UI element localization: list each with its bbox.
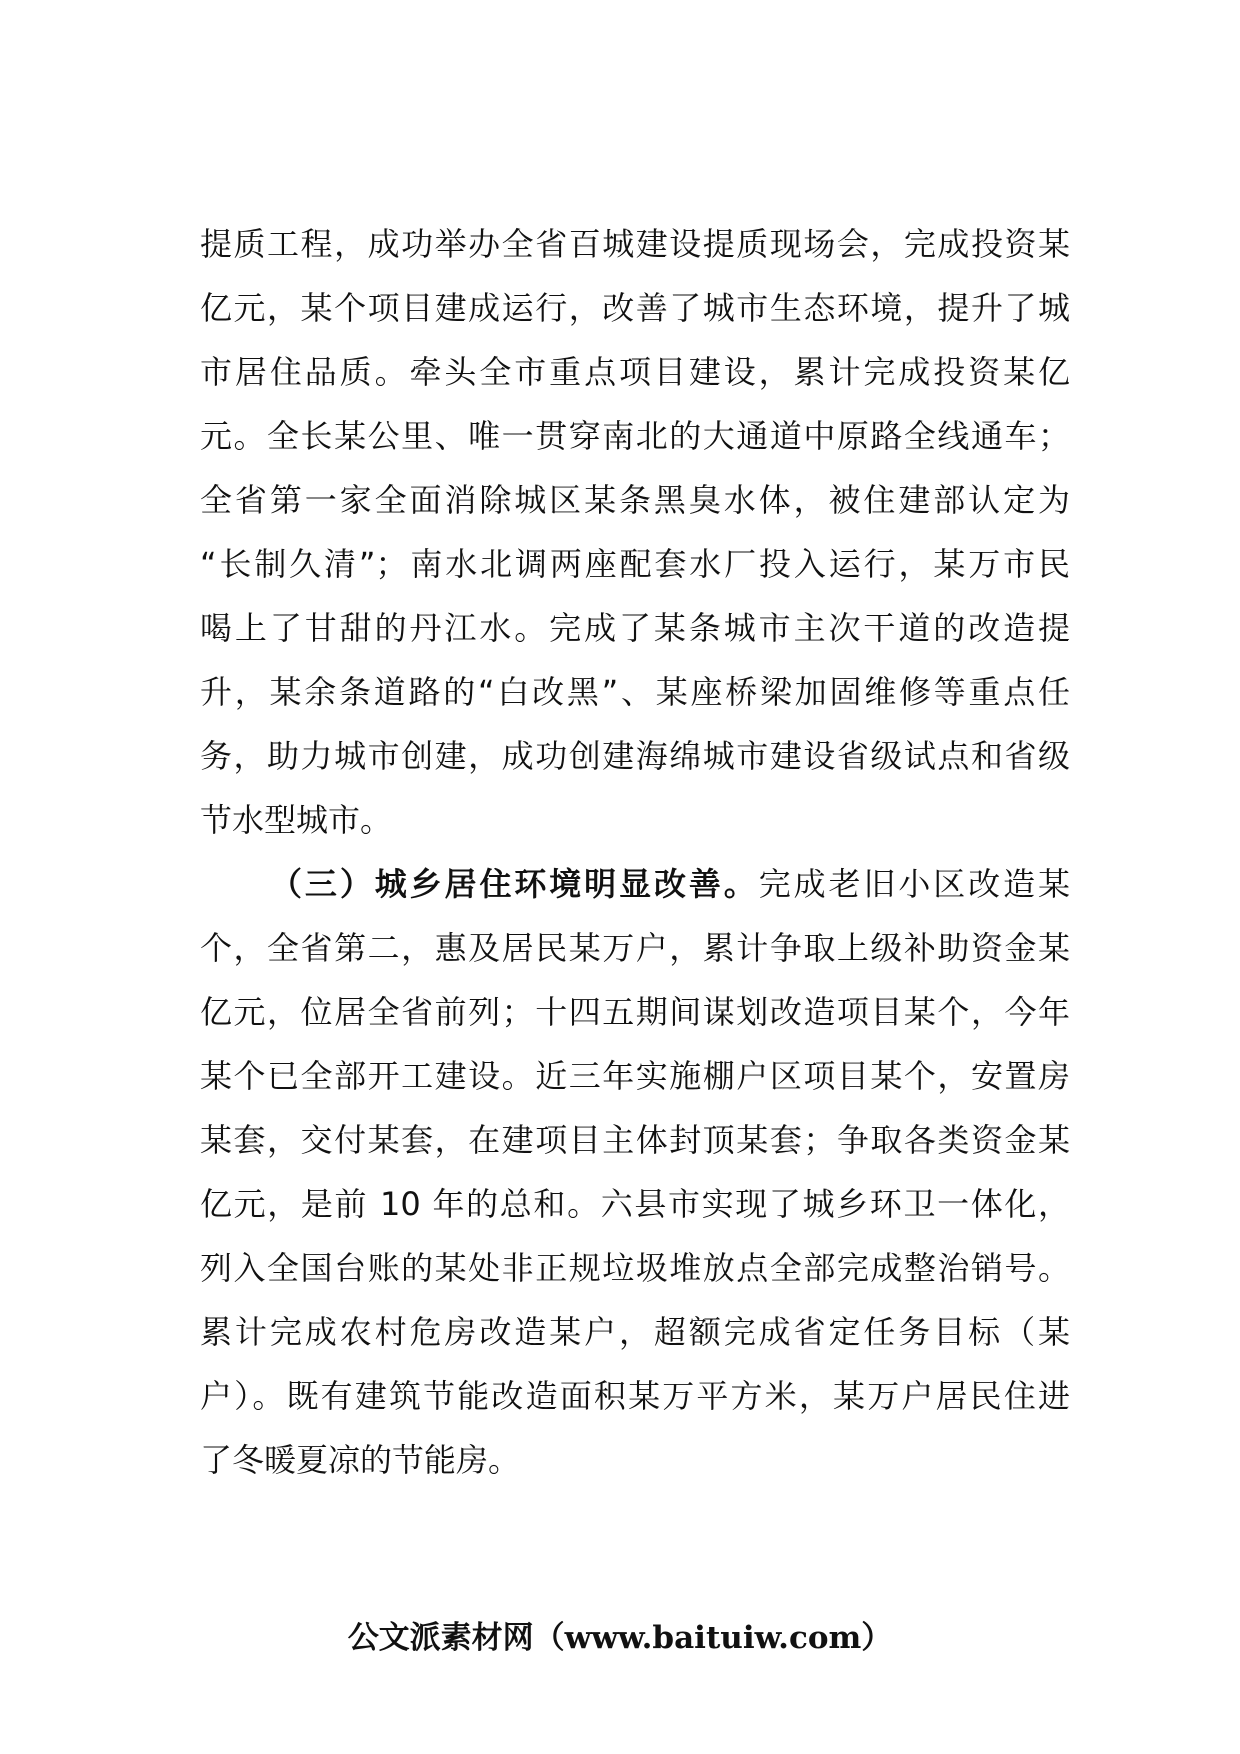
text-line: 户）。既有建筑节能改造面积某万平方米，某万户居民住进 xyxy=(200,1377,1070,1415)
footer-watermark: 公文派素材网（www.baituiw.com） xyxy=(347,1620,893,1656)
text-line: 市居住品质。牵头全市重点项目建设，累计完成投资某亿 xyxy=(200,353,1070,391)
text-line: 全省第一家全面消除城区某条黑臭水体，被住建部认定为 xyxy=(200,481,1070,519)
text-line: 务，助力城市创建，成功创建海绵城市建设省级试点和省级 xyxy=(200,737,1070,775)
section-3-first-line-text: 完成老旧小区改造某 xyxy=(758,865,1070,903)
section-3-heading: （三）城乡居住环境明显改善。 xyxy=(270,865,759,903)
text-line: 喝上了甘甜的丹江水。完成了某条城市主次干道的改造提 xyxy=(200,609,1070,647)
paragraph-section-3 xyxy=(200,852,1070,1492)
text-line: 了冬暖夏凉的节能房。 xyxy=(200,1441,521,1479)
text-line: 元。全长某公里、唯一贯穿南北的大通道中原路全线通车； xyxy=(200,417,1070,455)
text-line: 列入全国台账的某处非正规垃圾堆放点全部完成整治销号。 xyxy=(200,1249,1070,1287)
document-body xyxy=(200,212,1070,1492)
text-line: 个，全省第二，惠及居民某万户，累计争取上级补助资金某 xyxy=(200,929,1070,967)
section-heading-line xyxy=(200,852,1070,916)
text-line: 亿元，某个项目建成运行，改善了城市生态环境，提升了城 xyxy=(200,289,1070,327)
paragraph-urban-construction xyxy=(200,212,1070,852)
text-line: 累计完成农村危房改造某户，超额完成省定任务目标（某 xyxy=(200,1313,1070,1351)
text-line: 节水型城市。 xyxy=(200,801,393,839)
text-line: 亿元，位居全省前列；十四五期间谋划改造项目某个，今年 xyxy=(200,993,1070,1031)
text-line: 某套，交付某套，在建项目主体封顶某套；争取各类资金某 xyxy=(200,1121,1070,1159)
text-line: 亿元，是前 10 年的总和。六县市实现了城乡环卫一体化， xyxy=(200,1185,1070,1223)
text-line: 升，某余条道路的“白改黑”、某座桥梁加固维修等重点任 xyxy=(200,673,1070,711)
text-line: “长制久清”；南水北调两座配套水厂投入运行，某万市民 xyxy=(200,545,1070,583)
text-line: 提质工程，成功举办全省百城建设提质现场会，完成投资某 xyxy=(200,225,1070,263)
text-line: 某个已全部开工建设。近三年实施棚户区项目某个，安置房 xyxy=(200,1057,1070,1095)
